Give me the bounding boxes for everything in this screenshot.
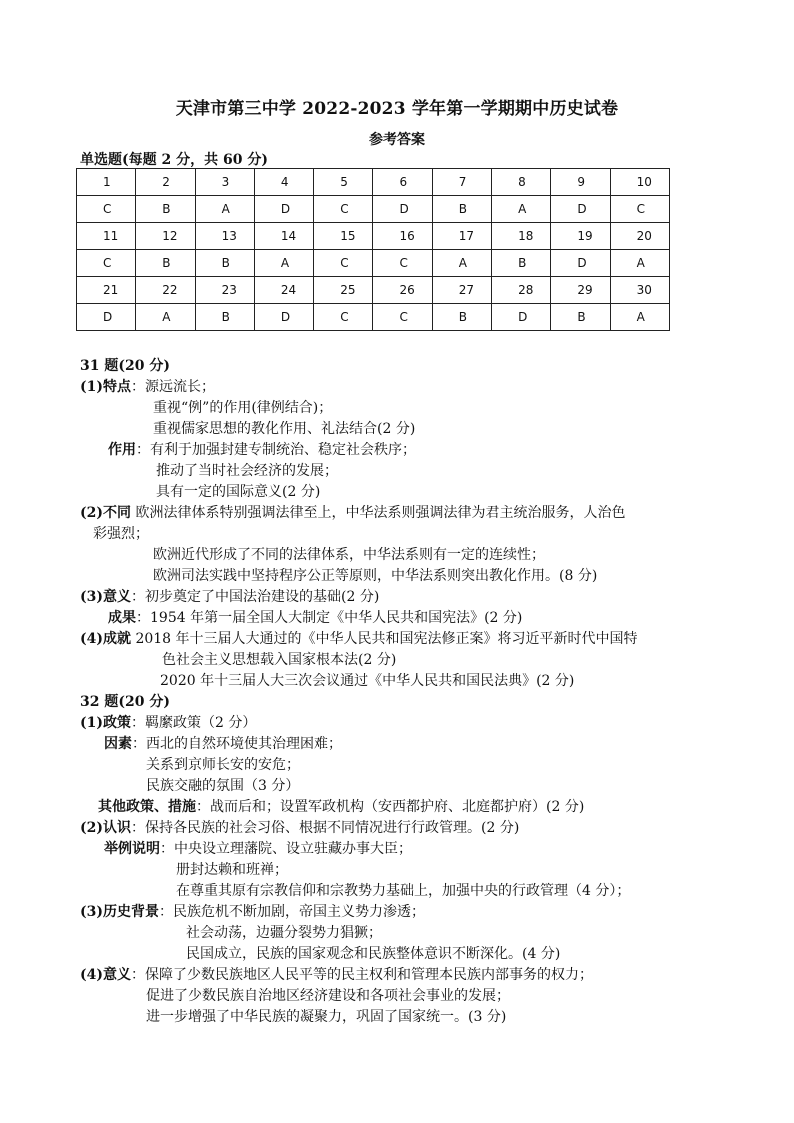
question-number-cell: 4	[254, 169, 313, 196]
q31-part3b-text1: ：1954 年第一届全国人大制定《中华人民共和国宪法》(2 分)	[136, 610, 523, 626]
question-number-cell: 25	[314, 277, 373, 304]
question-number-row	[77, 277, 670, 304]
question-number-cell: 24	[254, 277, 313, 304]
question-number-cell: 22	[136, 277, 195, 304]
q31-part4-line1	[80, 629, 638, 649]
q32-part1c-text1: ：战而后和；设置军政机构（安西都护府、北庭都护府）(2 分)	[196, 799, 585, 815]
question-number-cell: 16	[373, 223, 432, 250]
exam-title: 天津市第三中学 2022-2023 学年第一学期期中历史试卷	[175, 99, 619, 119]
q32-part1b-label: 因素	[104, 736, 132, 752]
answer-cell: B	[195, 304, 254, 331]
q31-part1b-text1: ：有利于加强封建专制统治、稳定社会秩序；	[136, 442, 416, 458]
q31-part2-label: (2)不同	[80, 505, 131, 521]
question-number-cell: 1	[77, 169, 136, 196]
answer-cell: D	[373, 196, 432, 223]
mcq-heading: 单选题(每题 2 分，共 60 分)	[80, 152, 268, 168]
answer-cell: B	[432, 196, 491, 223]
answer-cell: A	[432, 250, 491, 277]
question-number-row	[77, 223, 670, 250]
q32-part1-text1: ：羁縻政策（2 分）	[131, 715, 257, 731]
question-number-cell: 14	[254, 223, 313, 250]
q32-part1-line1	[80, 713, 256, 733]
q32-part2b-text1: ：中央设立理藩院、设立驻藏办事大臣；	[160, 841, 412, 857]
answer-key-subtitle: 参考答案	[369, 132, 425, 148]
q32-part4-line3: 进一步增强了中华民族的凝聚力，巩固了国家统一。(3 分)	[146, 1009, 507, 1025]
q32-part1b-text1: ：西北的自然环境使其治理困难；	[132, 736, 342, 752]
question-number-cell: 9	[551, 169, 610, 196]
q31-part4-label: (4)成就	[80, 631, 131, 647]
answer-cell: C	[77, 250, 136, 277]
q32-part2-text1: ：保持各民族的社会习俗、根据不同情况进行行政管理。(2 分)	[131, 820, 520, 836]
answer-cell: C	[314, 304, 373, 331]
q31-part3-line1	[80, 587, 379, 607]
q31-part2-line3: 欧洲司法实践中坚持程序公正等原则，中华法系则突出教化作用。(8 分)	[153, 568, 598, 584]
answer-cell: A	[195, 196, 254, 223]
question-number-cell: 10	[610, 169, 669, 196]
q32-part3-line1	[80, 902, 425, 922]
answer-row	[77, 250, 670, 277]
answer-cell: C	[373, 250, 432, 277]
q32-part4-text1: ：保障了少数民族地区人民平等的民主权利和管理本民族内部事务的权力；	[131, 967, 593, 983]
answer-cell: D	[254, 304, 313, 331]
q31-part4-line2: 2020 年十三届人大三次会议通过《中华人民共和国民法典》(2 分)	[160, 673, 575, 689]
answer-row	[77, 304, 670, 331]
q32-part2b-line2: 册封达赖和班禅；	[176, 862, 288, 878]
question-number-cell: 3	[195, 169, 254, 196]
question-number-cell: 2	[136, 169, 195, 196]
question-number-cell: 15	[314, 223, 373, 250]
question-number-cell: 30	[610, 277, 669, 304]
q32-part4-line2: 促进了少数民族自治地区经济建设和各项社会事业的发展；	[146, 988, 510, 1004]
answer-cell: D	[254, 196, 313, 223]
q31-part3b-label: 成果	[108, 610, 136, 626]
answer-cell: B	[195, 250, 254, 277]
question-number-cell: 21	[77, 277, 136, 304]
answer-cell: C	[314, 196, 373, 223]
answer-cell: B	[136, 250, 195, 277]
q31-heading: 31 题(20 分)	[80, 358, 170, 374]
question-number-cell: 5	[314, 169, 373, 196]
q31-part1b-label: 作用	[108, 442, 136, 458]
answer-cell: C	[373, 304, 432, 331]
question-number-row	[77, 169, 670, 196]
question-number-cell: 29	[551, 277, 610, 304]
question-number-cell: 8	[492, 169, 551, 196]
question-number-cell: 6	[373, 169, 432, 196]
q32-part2-line1	[80, 818, 519, 838]
q31-part1b-line3: 具有一定的国际意义(2 分)	[156, 484, 321, 500]
q31-part4-line1-cont: 色社会主义思想载入国家根本法(2 分)	[162, 652, 397, 668]
q32-heading: 32 题(20 分)	[80, 694, 170, 710]
answer-cell: B	[432, 304, 491, 331]
answer-cell: C	[610, 196, 669, 223]
question-number-cell: 18	[492, 223, 551, 250]
question-number-cell: 28	[492, 277, 551, 304]
q31-part3b-line1	[108, 608, 522, 628]
q32-part3-line2: 社会动荡，边疆分裂势力猖獗；	[186, 925, 382, 941]
q32-part3-line3: 民国成立，民族的国家观念和民族整体意识不断深化。(4 分)	[186, 946, 561, 962]
answer-row	[77, 196, 670, 223]
q32-part2b-line3: 在尊重其原有宗教信仰和宗教势力基础上，加强中央的行政管理（4 分）；	[176, 883, 631, 899]
question-number-cell: 26	[373, 277, 432, 304]
question-number-cell: 17	[432, 223, 491, 250]
answer-cell: B	[136, 196, 195, 223]
q32-part2-label: (2)认识	[80, 820, 131, 836]
question-number-cell: 13	[195, 223, 254, 250]
q31-part2-text1: 欧洲法律体系特别强调法律至上，中华法系则强调法律为君主统治服务，人治色	[131, 505, 626, 521]
q31-part2-line2: 欧洲近代形成了不同的法律体系，中华法系则有一定的连续性；	[153, 547, 545, 563]
q32-part1c-line1	[98, 797, 584, 817]
answer-cell: A	[610, 304, 669, 331]
answer-cell: A	[610, 250, 669, 277]
q31-part3-label: (3)意义	[80, 589, 131, 605]
q31-part1-label: (1)特点	[80, 379, 131, 395]
q32-part1c-label: 其他政策、措施	[98, 799, 196, 815]
q31-part1-line3: 重视儒家思想的教化作用、礼法结合(2 分)	[153, 421, 416, 437]
answer-cell: C	[314, 250, 373, 277]
q32-part2b-label: 举例说明	[104, 841, 160, 857]
q31-part1-text1: ：源远流长；	[131, 379, 215, 395]
q31-part2-line1	[80, 503, 625, 523]
q32-part1b-line2: 关系到京师长安的安危；	[146, 757, 300, 773]
question-number-cell: 11	[77, 223, 136, 250]
question-number-cell: 23	[195, 277, 254, 304]
answer-cell: B	[492, 250, 551, 277]
answer-cell: A	[492, 196, 551, 223]
q31-part1-line2: 重视“例”的作用(律例结合)；	[153, 400, 333, 416]
q32-part1b-line3: 民族交融的氛围（3 分）	[146, 778, 300, 794]
q32-part4-label: (4)意义	[80, 967, 131, 983]
q31-part2-line1-cont: 彩强烈；	[93, 526, 149, 542]
question-number-cell: 7	[432, 169, 491, 196]
answer-table	[76, 168, 670, 331]
q31-part1-line1	[80, 377, 215, 397]
question-number-cell: 20	[610, 223, 669, 250]
answer-cell: B	[551, 304, 610, 331]
question-number-cell: 27	[432, 277, 491, 304]
q32-part4-line1	[80, 965, 593, 985]
q31-part4-text1: 2018 年十三届人大通过的《中华人民共和国宪法修正案》将习近平新时代中国特	[131, 631, 638, 647]
question-number-cell: 19	[551, 223, 610, 250]
answer-cell: D	[551, 250, 610, 277]
answer-cell: A	[136, 304, 195, 331]
answer-cell: A	[254, 250, 313, 277]
answer-cell: D	[77, 304, 136, 331]
answer-cell: D	[551, 196, 610, 223]
q31-part1b-line2: 推动了当时社会经济的发展；	[156, 463, 338, 479]
q32-part3-label: (3)历史背景	[80, 904, 159, 920]
q31-part1b-line1	[108, 440, 416, 460]
answer-cell: D	[492, 304, 551, 331]
q32-part1-label: (1)政策	[80, 715, 131, 731]
answer-cell: C	[77, 196, 136, 223]
q32-part3-text1: ：民族危机不断加剧，帝国主义势力渗透；	[159, 904, 425, 920]
q32-part2b-line1	[104, 839, 412, 859]
q32-part1b-line1	[104, 734, 342, 754]
question-number-cell: 12	[136, 223, 195, 250]
q31-part3-text1: ：初步奠定了中国法治建设的基础(2 分)	[131, 589, 380, 605]
